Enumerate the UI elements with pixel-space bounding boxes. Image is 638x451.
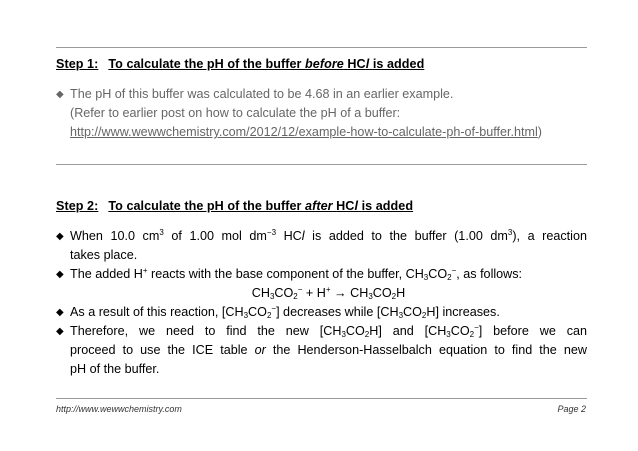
page-number: Page 2	[557, 404, 586, 414]
list-item: ◆ The pH of this buffer was calculated to be 4.68 in an earlier example. (Refer to earlier post on how to calculate the pH of a buffer: http://www.wewwchemistry.com/2012/12/example-how-to-calculate-ph-of-buffer.html)	[56, 87, 542, 139]
diamond-bullet-icon: ◆	[56, 89, 64, 100]
list-item: ◆ When 10.0 $cm^3$ of 1.00 mol $dm^{-3}$ HCl is added to the buffer (1.00 $dm^3$), a reaction takes place.	[56, 228, 587, 262]
diamond-bullet-icon: ◆	[56, 231, 64, 242]
reaction-equation: $CH_3CO_2^- + H^+ \to CH_3CO_2H$	[251, 285, 406, 301]
footer-url: http://www.wewwchemistry.com	[56, 404, 182, 414]
list-item: ◆ The added H+ reacts with the base component of the buffer, $CH_3CO_2^-$, as follows: $CH_3CO_2^- + H^+ \to CH_3CO_2H$	[56, 265, 587, 303]
reference-link[interactable]: http://www.wewwchemistry.com/2012/12/example-how-to-calculate-ph-of-buffer.html	[70, 125, 538, 139]
diamond-bullet-icon: ◆	[56, 326, 64, 337]
top-divider	[56, 47, 587, 48]
step2-heading: Step 2: To calculate the pH of the buffer after HCl is added	[56, 199, 414, 213]
list-item: ◆ As a result of this reaction, $[CH_3CO_2^-]$ decreases while $[CH_3CO_2H]$ increases.	[56, 304, 500, 320]
middle-divider	[56, 164, 587, 165]
list-item: ◆ Therefore, we need to find the new $[CH_3CO_2H]$ and $[CH_3CO_2^-]$ before we can proceed to use the ICE table or the Henderson-Hasselbalch equation to find the new pH of the buffer.	[56, 323, 587, 376]
footer-divider	[56, 398, 587, 399]
diamond-bullet-icon: ◆	[56, 269, 64, 280]
step2-list	[56, 227, 587, 379]
step1-list	[56, 85, 596, 142]
diamond-bullet-icon: ◆	[56, 307, 64, 318]
step1-heading: Step 1: To calculate the pH of the buffer before HCl is added	[56, 57, 425, 71]
